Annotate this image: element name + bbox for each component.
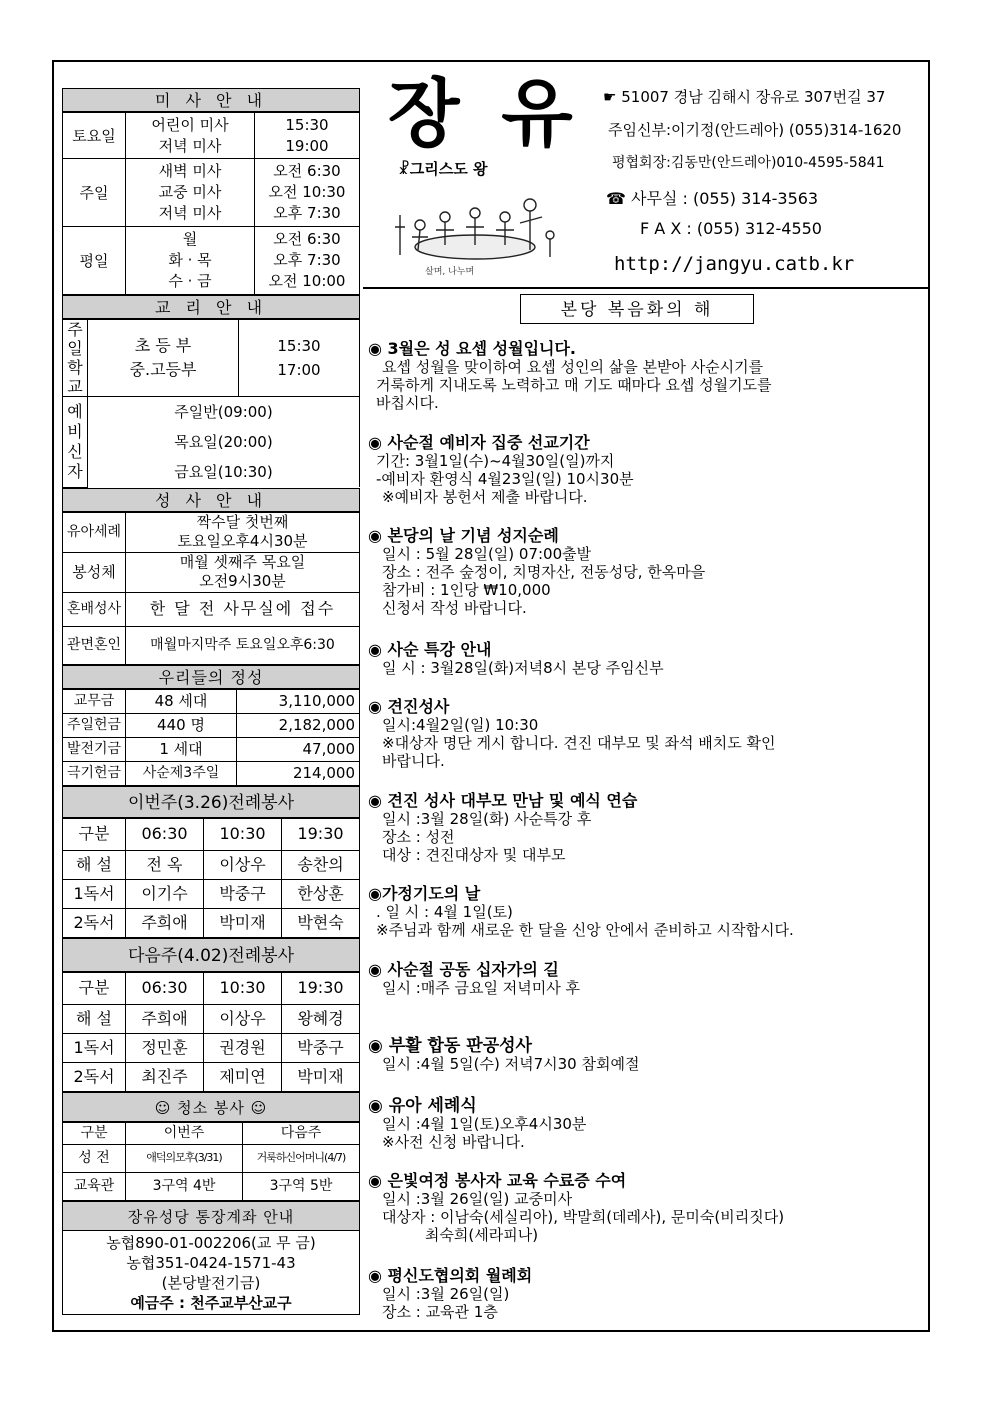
- announcement: [368, 1097, 586, 1151]
- website-link[interactable]: http://jangyu.catb.kr: [614, 253, 855, 275]
- hand-pointer-icon: ☛: [603, 88, 617, 106]
- mass-table: [62, 112, 360, 295]
- school-time: 17:00: [277, 361, 321, 379]
- announcement-line: 일시 : 5월 28일(일) 07:00출발: [382, 545, 592, 563]
- announcement-title: ◉ 견진 성사 대부모 만남 및 예식 연습: [368, 791, 638, 810]
- announcement-line: 대상자 : 이남숙(세실리아), 박말희(데레사), 문미숙(비리짓다): [382, 1208, 785, 1226]
- sacrament-line: 한 달 전 사무실에 접수: [126, 592, 360, 626]
- announcement-line: 기간: 3월1일(수)~4월30일(일)까지: [376, 452, 615, 470]
- announcement-title: ◉ 부활 합동 판공성사: [368, 1036, 532, 1056]
- sacrament-line: 오전9시30분: [199, 572, 286, 590]
- announcement-line: 요셉 성월을 맞이하여 요셉 성인의 삶을 본받아 사순시기를: [382, 358, 764, 376]
- sacrament-section-title: 성 사 안 내: [62, 488, 360, 512]
- sacrament-line: 매월 셋째주 목요일: [179, 553, 306, 571]
- school-group: 중.고등부: [129, 360, 197, 379]
- office-line: ☎ 사무실 : (055) 314-3563: [606, 189, 819, 208]
- service-header: 06:30: [126, 972, 204, 1004]
- service-person: 박미재: [204, 908, 282, 937]
- announcement-line: 최숙희(세라피나): [382, 1226, 539, 1244]
- header-divider: [363, 287, 928, 289]
- service-person: 전 옥: [126, 850, 204, 879]
- service-role: 2독서: [63, 908, 126, 937]
- account-line: 농협890-01-002206(교 무 금): [106, 1233, 316, 1252]
- mass-name: 화 · 목: [168, 251, 212, 269]
- service-person: 최진주: [126, 1062, 204, 1091]
- offering-count: 사순제3주일: [126, 761, 237, 785]
- offering-label: 주일헌금: [63, 713, 126, 737]
- mass-time: 오후 7:30: [273, 204, 341, 222]
- mass-time: 오전 10:00: [268, 272, 346, 290]
- parish-logo-text: 장 유: [388, 71, 581, 157]
- announcement-title: ◉ 사순절 예비자 집중 선교기간: [368, 433, 590, 452]
- service-person: 주희애: [126, 1004, 204, 1033]
- cleaning-team: 3구역 5반: [243, 1172, 360, 1200]
- service-person: 박미재: [282, 1062, 360, 1091]
- illustration-caption: 살며, 나누며: [425, 267, 475, 277]
- sacrament-table: [62, 512, 360, 665]
- account-box: [62, 1231, 360, 1315]
- announcement-line: 거룩하게 지내도록 노력하고 매 기도 때마다 요셉 성월기도를: [376, 376, 772, 394]
- offering-section-title: 우리들의 정성: [62, 665, 360, 689]
- offering-count: 440 명: [126, 713, 237, 737]
- account-line: 예금주 : 천주교부산교구: [130, 1293, 292, 1312]
- announcement-line: 일시 :3월 26일(일) 교중미사: [382, 1190, 573, 1208]
- announcement-line: 일시:4월2일(일) 10:30: [382, 716, 539, 734]
- service-person: 한상훈: [282, 879, 360, 908]
- offering-table: [62, 689, 360, 786]
- fax-line: F A X : (055) 312-4550: [640, 219, 822, 238]
- sunday-school-label: 주 일 학 교: [63, 320, 88, 397]
- mass-time: 오전 6:30: [273, 230, 341, 248]
- mass-name: 교중 미사: [158, 183, 222, 201]
- announcement-title: ◉ 3월은 성 요셉 성월입니다.: [368, 339, 577, 358]
- service-person: 권경원: [204, 1033, 282, 1062]
- announcement-line: 일시 :3월 28일(화) 사순특강 후: [382, 810, 592, 828]
- service-person: 정민훈: [126, 1033, 204, 1062]
- announcement-line: 참가비 : 1인당 ₩10,000: [382, 581, 551, 599]
- service-person: 박중구: [282, 1033, 360, 1062]
- mass-name: 저녁 미사: [158, 136, 222, 155]
- service-header: 19:30: [282, 818, 360, 850]
- announcement: [368, 885, 794, 939]
- announcement-line: 일시 :4월 1일(토)오후4시30분: [382, 1115, 587, 1133]
- service-this-title: 이번주(3.26)전례봉사: [62, 786, 360, 818]
- sacrament-line: 매월마지막주 토요일오후6:30: [126, 626, 360, 664]
- service-person: 왕혜경: [282, 1004, 360, 1033]
- offering-amount: 3,110,000: [237, 689, 360, 713]
- announcement-title: ◉ 은빛여정 봉사자 교육 수료증 수여: [368, 1171, 627, 1190]
- sacrament-label: 관면혼인: [63, 626, 126, 664]
- left-column: [62, 88, 360, 1315]
- service-person: 이기수: [126, 879, 204, 908]
- service-header: 10:30: [204, 972, 282, 1004]
- year-banner: 본당 복음화의 해: [520, 294, 754, 324]
- offering-label: 발전기금: [63, 737, 126, 761]
- announcement-line: 장소 : 성전: [382, 828, 455, 846]
- announcement-line: 신청서 작성 바랍니다.: [382, 599, 527, 617]
- offering-label: 교무금: [63, 689, 126, 713]
- announcement: [368, 1267, 532, 1321]
- mass-name: 월: [182, 230, 198, 248]
- service-person: 이상우: [204, 1004, 282, 1033]
- announcement-line: 일시 :4월 5일(수) 저녁7시30 참회예절: [382, 1055, 640, 1073]
- mass-name: 어린이 미사: [151, 115, 229, 134]
- school-time: 15:30: [277, 337, 321, 355]
- mass-name: 새벽 미사: [158, 162, 222, 180]
- offering-count: 48 세대: [126, 689, 237, 713]
- announcement-line: 대상 : 견진대상자 및 대부모: [382, 846, 566, 864]
- service-header: 구분: [63, 972, 126, 1004]
- announcement-line: ※사전 신청 바랍니다.: [382, 1133, 525, 1151]
- announcement-line: 바칩시다.: [376, 394, 439, 412]
- cleaning-table: [62, 1122, 360, 1201]
- offering-amount: 214,000: [237, 761, 360, 785]
- mass-day: 토요일: [63, 113, 126, 159]
- announcement: [368, 1172, 784, 1244]
- offering-label: 극기헌금: [63, 761, 126, 785]
- mass-day: 평일: [63, 227, 126, 295]
- catechumen-label: 예 비 신 자: [63, 397, 88, 488]
- announcement-line: 일시 :매주 금요일 저녁미사 후: [382, 979, 581, 997]
- cleaning-team: 3구역 4반: [126, 1172, 243, 1200]
- announcement-line: 일시 :3월 26일(일): [382, 1285, 510, 1303]
- council-line: 평협회장:김동만(안드레아)010-4595-5841: [612, 155, 885, 171]
- mass-time: 15:30: [285, 115, 329, 134]
- sacrament-label: 유아세례: [63, 512, 126, 552]
- cleaning-header: 구분: [63, 1122, 126, 1144]
- pastor-line: 주임신부:이기정(안드레아) (055)314-1620: [608, 121, 902, 139]
- account-section-title: 장유성당 통장계좌 안내: [62, 1201, 360, 1231]
- phone-icon: ☎: [606, 189, 626, 208]
- announcement: [368, 340, 772, 412]
- school-group: 초 등 부: [134, 336, 192, 355]
- announcement: [368, 698, 776, 770]
- announcement-line: ※예비자 봉헌서 제출 바랍니다.: [382, 488, 588, 506]
- sacrament-label: 봉성체: [63, 552, 126, 592]
- announcement-line: 장소 : 전주 숲정이, 치명자산, 전동성당, 한옥마을: [382, 563, 706, 581]
- announcement-title: ◉ 본당의 날 기념 성지순례: [368, 526, 559, 545]
- cleaning-area: 성 전: [63, 1144, 126, 1172]
- cleaning-team: 거룩하신어머니(4/7): [243, 1144, 360, 1172]
- service-header: 구분: [63, 818, 126, 850]
- announcement: [368, 641, 664, 677]
- address-line: ☛ 51007 경남 김해시 장유로 307번길 37: [603, 88, 886, 106]
- service-person: 박중구: [204, 879, 282, 908]
- service-header: 06:30: [126, 818, 204, 850]
- catechumen-class: 목요일(20:00): [174, 433, 273, 451]
- announcement: [368, 434, 634, 506]
- announcement: [368, 527, 705, 617]
- catechumen-class: 주일반(09:00): [174, 403, 273, 421]
- announcement: [368, 1037, 639, 1073]
- mass-time: 오후 7:30: [273, 251, 341, 269]
- announcement-line: -예비자 환영식 4월23일(일) 10시30분: [376, 470, 634, 488]
- announcement-line: . 일 시 : 4월 1일(토): [376, 903, 513, 921]
- parish-illustration: [390, 195, 560, 275]
- parish-subtitle: ☧그리스도 왕: [398, 160, 488, 178]
- service-person: 박현숙: [282, 908, 360, 937]
- service-header: 10:30: [204, 818, 282, 850]
- announcement-line: ※주님과 함께 새로운 한 달을 신앙 안에서 준비하고 시작합시다.: [376, 921, 794, 939]
- cleaning-header: 이번주: [126, 1122, 243, 1144]
- service-person: 송찬의: [282, 850, 360, 879]
- doctrine-table: [62, 319, 360, 488]
- service-person: 이상우: [204, 850, 282, 879]
- mass-time: 오전 10:30: [268, 183, 346, 201]
- service-person: 제미연: [204, 1062, 282, 1091]
- announcement: [368, 961, 580, 997]
- mass-time: 19:00: [285, 136, 329, 155]
- offering-amount: 47,000: [237, 737, 360, 761]
- account-line: (본당발전기금): [161, 1273, 261, 1292]
- service-role: 1독서: [63, 879, 126, 908]
- doctrine-section-title: 교 리 안 내: [62, 295, 360, 319]
- announcement-title: ◉ 견진성사: [368, 697, 450, 716]
- announcement: [368, 792, 637, 864]
- mass-section-title: 미 사 안 내: [62, 88, 360, 112]
- service-next-table: [62, 972, 360, 1092]
- announcement-line: 일 시 : 3월28일(화)저녁8시 본당 주임신부: [382, 659, 664, 677]
- service-role: 2독서: [63, 1062, 126, 1091]
- service-this-table: [62, 818, 360, 938]
- announcement-line: 바랍니다.: [382, 752, 445, 770]
- offering-amount: 2,182,000: [237, 713, 360, 737]
- cleaning-team: 애덕의모후(3/31): [126, 1144, 243, 1172]
- announcement-title: ◉가정기도의 날: [368, 884, 481, 903]
- catechumen-class: 금요일(10:30): [174, 463, 273, 481]
- cleaning-section-title: ☺ 청소 봉사 ☺: [62, 1092, 360, 1122]
- announcement-line: 장소 : 교육관 1층: [382, 1303, 498, 1321]
- announcement-title: ◉ 유아 세례식: [368, 1096, 477, 1116]
- mass-name: 저녁 미사: [158, 204, 222, 222]
- sacrament-label: 혼배성사: [63, 592, 126, 626]
- announcement-title: ◉ 평신도협의회 월례회: [368, 1266, 533, 1285]
- mass-day: 주일: [63, 159, 126, 227]
- sacrament-line: 짝수달 첫번째: [196, 513, 289, 531]
- service-role: 해 설: [63, 1004, 126, 1033]
- announcement-line: ※대상자 명단 게시 합니다. 견진 대부모 및 좌석 배치도 확인: [382, 734, 776, 752]
- service-person: 주희애: [126, 908, 204, 937]
- offering-count: 1 세대: [126, 737, 237, 761]
- account-line: 농협351-0424-1571-43: [126, 1253, 296, 1272]
- announcement-title: ◉ 사순 특강 안내: [368, 640, 492, 659]
- service-next-title: 다음주(4.02)전례봉사: [62, 938, 360, 972]
- service-role: 해 설: [63, 850, 126, 879]
- service-header: 19:30: [282, 972, 360, 1004]
- cleaning-area: 교육관: [63, 1172, 126, 1200]
- service-role: 1독서: [63, 1033, 126, 1062]
- mass-name: 수 · 금: [168, 272, 212, 290]
- sacrament-line: 토요일오후4시30분: [177, 532, 308, 550]
- cleaning-header: 다음주: [243, 1122, 360, 1144]
- announcement-title: ◉ 사순절 공동 십자가의 길: [368, 960, 559, 979]
- mass-time: 오전 6:30: [273, 162, 341, 180]
